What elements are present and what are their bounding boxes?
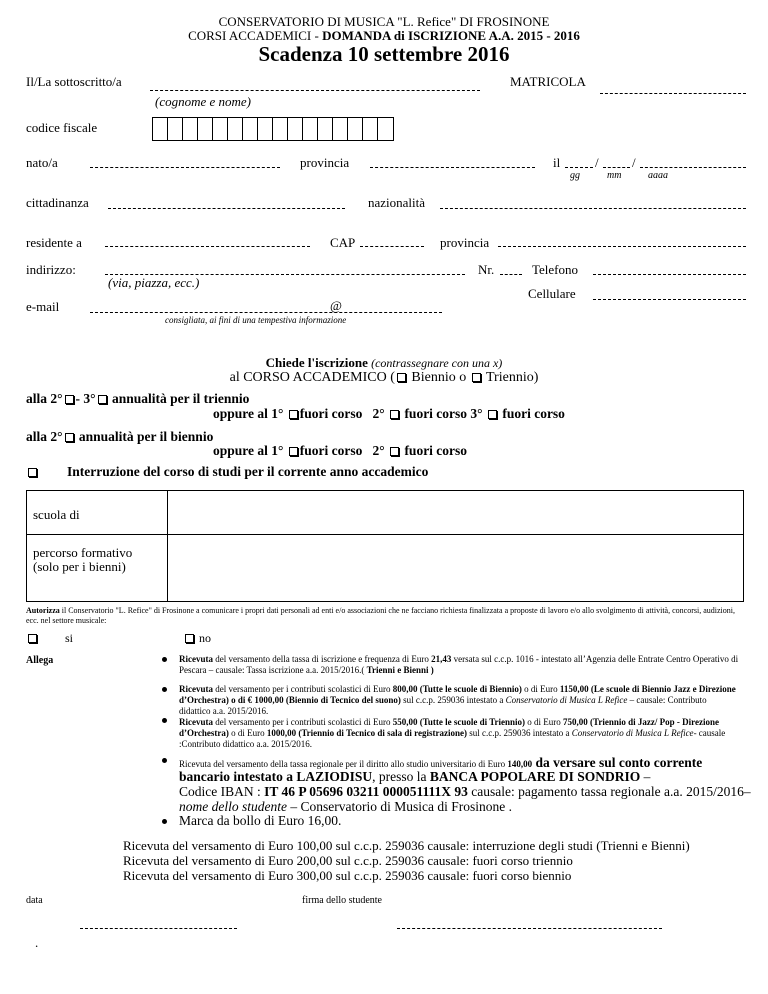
provincia-residenza-label: provincia bbox=[440, 235, 490, 250]
allega-item-2: Ricevuta del versamento per i contributi scolastici di Euro 800,00 (Tutte le scuole di Biennio) o di Euro 1150,00 (Le scuole di Biennio Jazz e Direzione d’Orchestra) o di € 1000,00 (Biennio di Tecnico del suono) sul c.c.p. 259036 intestato a Conservatorio di Musica L Refice – causale: Contributo didattico a.a. 2015/2016. bbox=[179, 684, 736, 716]
birth-day-field[interactable] bbox=[565, 167, 593, 168]
allega-item-4-line-4: nome dello studente – Conservatorio di Musica di Frosinone . bbox=[179, 799, 512, 814]
cf-cell[interactable] bbox=[318, 118, 333, 140]
interruzione-line bbox=[26, 464, 428, 480]
fc-2-label: 2° bbox=[372, 406, 385, 421]
birth-year-field[interactable] bbox=[640, 167, 746, 168]
no-option bbox=[183, 631, 211, 646]
receipt-3: Ricevuta del versamento di Euro 300,00 sul c.c.p. 259036 causale: fuori corso biennio bbox=[123, 868, 572, 883]
triennio-label: Triennio) bbox=[486, 370, 539, 385]
slash-1: / bbox=[595, 155, 599, 170]
biennio-2-checkbox[interactable] bbox=[65, 433, 74, 442]
triennio-2-label: alla 2° bbox=[26, 391, 63, 406]
biennio-label: Biennio o bbox=[411, 370, 467, 385]
no-label: no bbox=[199, 631, 211, 645]
item4-amount: 140,00 bbox=[507, 759, 533, 769]
interruzione-label: Interruzione del corso di studi per il corrente anno accademico bbox=[67, 464, 429, 479]
cf-cell[interactable] bbox=[213, 118, 228, 140]
no-checkbox[interactable] bbox=[185, 634, 194, 643]
oppure-1-label: oppure al 1° bbox=[213, 443, 284, 458]
data-field[interactable] bbox=[80, 928, 237, 929]
cf-cell[interactable] bbox=[243, 118, 258, 140]
il-label: il bbox=[553, 155, 561, 170]
stray-dot: . bbox=[35, 935, 39, 950]
bullet bbox=[162, 819, 167, 824]
bullet bbox=[162, 687, 167, 692]
bullet bbox=[162, 657, 167, 662]
cf-cell[interactable] bbox=[168, 118, 183, 140]
provincia-nascita-field[interactable] bbox=[370, 167, 535, 168]
allega-item-4-line-2: bancario intestato a LAZIODISU, presso la BANCA POPOLARE DI SONDRIO – bbox=[179, 769, 651, 784]
cf-cell[interactable] bbox=[348, 118, 363, 140]
autorizza-text: il Conservatorio "L. Refice" di Frosinone a comunicare i propri dati personali ad enti e/o associazioni che ne facciano richiesta finalizzata a proposte di lavoro e/o allo svolgimento di attività, concorsi, audizioni, ecc. nel settore musicale: bbox=[26, 606, 735, 625]
triennio-2-checkbox[interactable] bbox=[65, 395, 74, 404]
telefono-field[interactable] bbox=[593, 274, 746, 275]
bi-fc-2-checkbox[interactable] bbox=[390, 447, 399, 456]
nazionalita-field[interactable] bbox=[440, 208, 746, 209]
item4-big: da versare sul conto corrente bbox=[532, 755, 703, 770]
fc-2-label: 2° bbox=[372, 443, 385, 458]
allega-item-5: Marca da bollo di Euro 16,00. bbox=[179, 813, 342, 828]
cf-cell[interactable] bbox=[228, 118, 243, 140]
oppure-1-label: oppure al 1° bbox=[213, 406, 284, 421]
tri-fc-1-checkbox[interactable] bbox=[289, 410, 298, 419]
triennio-checkbox[interactable] bbox=[472, 373, 481, 382]
cap-field[interactable] bbox=[360, 246, 424, 247]
percorso-label: percorso formativo bbox=[33, 545, 133, 560]
gg-hint: gg bbox=[570, 170, 580, 181]
corso-line bbox=[0, 370, 768, 386]
header-line-1: CONSERVATORIO DI MUSICA "L. Refice" DI FROSINONE bbox=[218, 14, 550, 29]
fc-label: fuori corso bbox=[404, 443, 468, 458]
cf-cell[interactable] bbox=[258, 118, 273, 140]
fc-label: fuori corso bbox=[299, 406, 363, 421]
table-row-divider bbox=[27, 534, 743, 535]
scuola-field[interactable] bbox=[169, 492, 741, 533]
percorso-field[interactable] bbox=[169, 536, 741, 600]
nr-label: Nr. bbox=[478, 262, 495, 277]
cf-cell[interactable] bbox=[288, 118, 303, 140]
scuola-label: scuola di bbox=[33, 507, 80, 522]
nazionalita-label: nazionalità bbox=[368, 195, 426, 210]
cf-cell[interactable] bbox=[303, 118, 318, 140]
bi-fc-1-checkbox[interactable] bbox=[289, 447, 298, 456]
fc-label: fuori corso bbox=[502, 406, 565, 421]
privacy-text bbox=[26, 606, 744, 626]
cf-cell[interactable] bbox=[153, 118, 168, 140]
codice-fiscale-boxes[interactable] bbox=[152, 117, 394, 141]
school-table bbox=[26, 490, 744, 602]
data-label: data bbox=[26, 895, 43, 906]
biennio-checkbox[interactable] bbox=[397, 373, 406, 382]
si-label: si bbox=[65, 631, 74, 645]
mm-hint: mm bbox=[607, 170, 622, 181]
firma-label: firma dello studente bbox=[302, 895, 382, 906]
bullet bbox=[162, 718, 167, 723]
birth-month-field[interactable] bbox=[603, 167, 630, 168]
allega-item-4-line-3: Codice IBAN : IT 46 P 05696 03211 000051111X 93 causale: pagamento tassa regionale a.a. 2015/2016– bbox=[179, 784, 751, 799]
table-divider bbox=[167, 491, 168, 601]
chiede-label: Chiede l'iscrizione bbox=[265, 355, 368, 370]
cittadinanza-label: cittadinanza bbox=[26, 195, 89, 210]
codice-fiscale-label: codice fiscale bbox=[26, 120, 98, 135]
triennio-annualita-label: annualità per il triennio bbox=[111, 391, 250, 406]
matricola-field[interactable] bbox=[600, 93, 746, 94]
firma-field[interactable] bbox=[397, 928, 662, 929]
indirizzo-label: indirizzo: bbox=[26, 262, 76, 277]
corso-label: al CORSO ACCADEMICO ( bbox=[229, 370, 395, 385]
name-field[interactable] bbox=[150, 90, 480, 91]
allega-item-1: Ricevuta del versamento della tassa di iscrizione e frequenza di Euro 21,43 versata sul c.c.p. 1016 - intestato all’Agenzia delle Entrate Centro Operativo di Pescara – causale: Tassa iscrizione a.a. 2015/2016.( Trienni e Bienni ) bbox=[179, 654, 739, 675]
cellulare-label: Cellulare bbox=[528, 286, 576, 301]
receipt-2: Ricevuta del versamento di Euro 200,00 sul c.c.p. 259036 causale: fuori corso triennio bbox=[123, 853, 573, 868]
matricola-label: MATRICOLA bbox=[510, 74, 586, 89]
cf-cell[interactable] bbox=[273, 118, 288, 140]
autorizza-label: Autorizza bbox=[26, 606, 60, 615]
item4-small: Ricevuta del versamento della tassa regionale per il diritto allo studio universitario di Euro bbox=[179, 759, 508, 769]
cittadinanza-field[interactable] bbox=[108, 208, 345, 209]
telefono-label: Telefono bbox=[532, 262, 579, 277]
bullet bbox=[162, 758, 167, 763]
interruzione-checkbox[interactable] bbox=[28, 468, 37, 477]
provincia-label: provincia bbox=[300, 155, 350, 170]
biennio-line bbox=[26, 429, 213, 445]
cf-cell[interactable] bbox=[198, 118, 213, 140]
cf-cell[interactable] bbox=[333, 118, 348, 140]
aaaa-hint: aaaa bbox=[648, 170, 668, 181]
email-label: e-mail bbox=[26, 299, 60, 314]
cellulare-field[interactable] bbox=[593, 299, 746, 300]
residente-label: residente a bbox=[26, 235, 82, 250]
header-line-2-title: DOMANDA di ISCRIZIONE A.A. 2015 - 2016 bbox=[322, 28, 580, 43]
triennio-3-checkbox[interactable] bbox=[98, 395, 107, 404]
via-hint: (via, piazza, ecc.) bbox=[108, 275, 200, 290]
sottoscritto-label: Il/La sottoscritto/a bbox=[26, 74, 122, 89]
residente-field[interactable] bbox=[105, 246, 310, 247]
percorso-note: (solo per i bienni) bbox=[33, 559, 126, 574]
nato-label: nato/a bbox=[26, 155, 58, 170]
at-sign: @ bbox=[330, 298, 342, 313]
biennio-annualita-label: annualità per il biennio bbox=[78, 429, 214, 444]
tri-fc-3-checkbox[interactable] bbox=[488, 410, 497, 419]
cf-cell[interactable] bbox=[378, 118, 393, 140]
si-checkbox[interactable] bbox=[28, 634, 37, 643]
cf-cell[interactable] bbox=[363, 118, 378, 140]
email-field[interactable] bbox=[90, 312, 442, 313]
fc-3-label: 3° bbox=[470, 406, 483, 421]
biennio-fuori-corso-line bbox=[213, 443, 467, 459]
triennio-3-label: - 3° bbox=[75, 391, 96, 406]
provincia-residenza-field[interactable] bbox=[498, 246, 746, 247]
chiede-line bbox=[0, 355, 768, 371]
cap-label: CAP bbox=[330, 235, 356, 250]
nato-field[interactable] bbox=[90, 167, 280, 168]
deadline-title: Scadenza 10 settembre 2016 bbox=[258, 42, 510, 66]
header-line-2-prefix: CORSI ACCADEMICI - bbox=[188, 28, 323, 43]
receipt-1: Ricevuta del versamento di Euro 100,00 sul c.c.p. 259036 causale: interruzione degli studi (Trienni e Bienni) bbox=[123, 838, 690, 853]
cf-cell[interactable] bbox=[183, 118, 198, 140]
tri-fc-2-checkbox[interactable] bbox=[390, 410, 399, 419]
email-note: consigliata, ai fini di una tempestiva informazione bbox=[165, 315, 347, 325]
contrassegnare-hint: (contrassegnare con una x) bbox=[371, 356, 503, 370]
fc-label: fuori corso bbox=[299, 443, 363, 458]
triennio-line bbox=[26, 391, 249, 407]
triennio-fuori-corso-line bbox=[213, 406, 565, 422]
fc-label: fuori corso bbox=[404, 406, 468, 421]
nr-field[interactable] bbox=[500, 274, 522, 275]
allega-item-3: Ricevuta del versamento per i contributi scolastici di Euro 550,00 (Tutte le scuole di Triennio) o di Euro 750,00 (Triennio di Jazz/ Pop - Direzione d’Orchestra) o di Euro 1000,00 (Triennio di Tecnico di sala di registrazione) sul c.c.p. 259036 intestato a Conservatorio di Musica L Refice- causale :Contributo didattico a.a. 2015/2016. bbox=[179, 717, 726, 749]
allega-label: Allega bbox=[26, 655, 54, 666]
cognome-nome-hint: (cognome e nome) bbox=[155, 94, 252, 109]
biennio-2-label: alla 2° bbox=[26, 429, 63, 444]
si-option bbox=[26, 631, 73, 646]
slash-2: / bbox=[632, 155, 636, 170]
